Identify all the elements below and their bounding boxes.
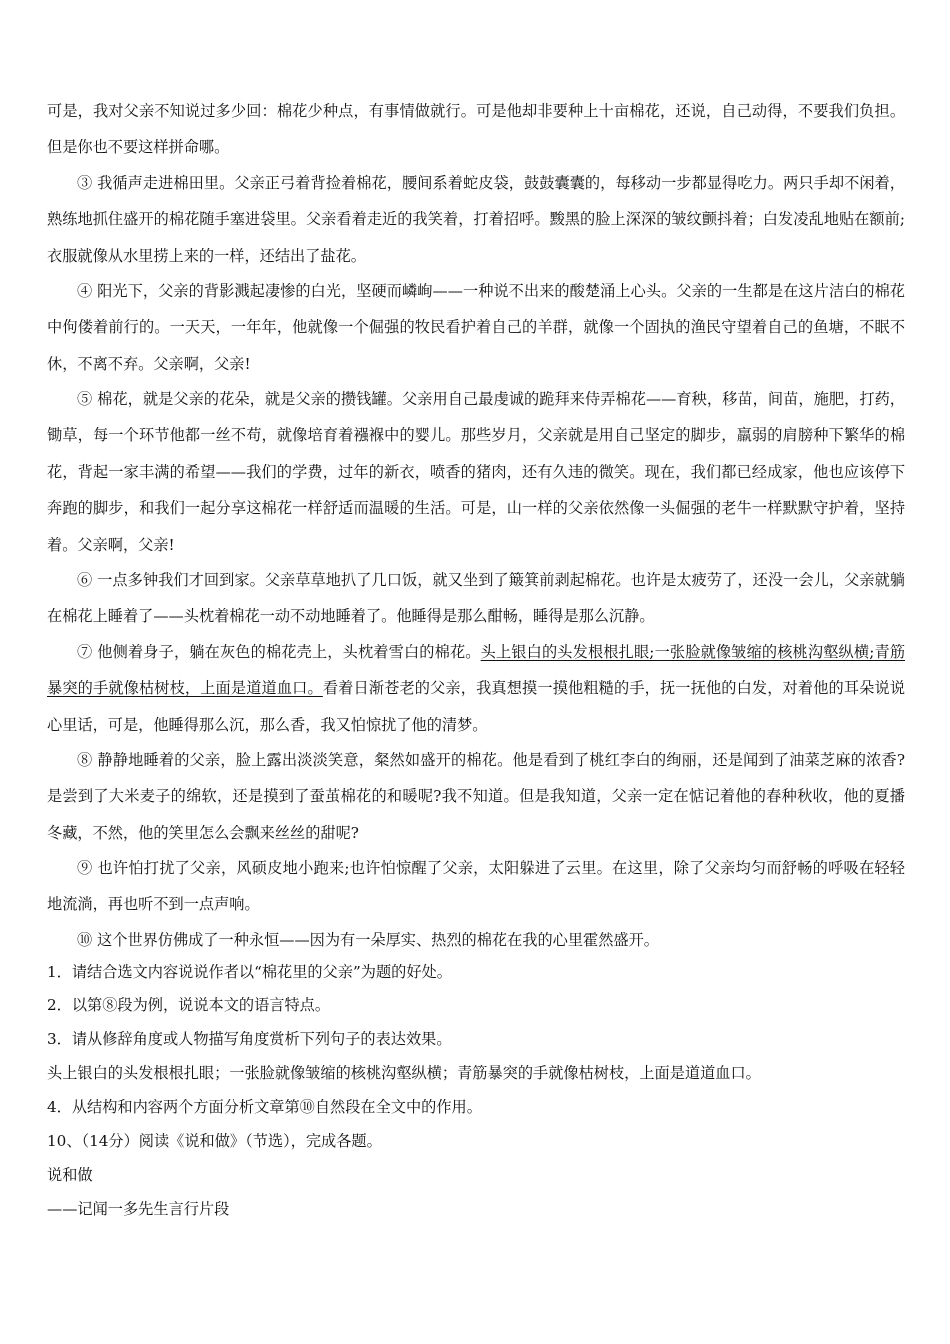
paragraph-10: ⑩ 这个世界仿佛成了一种永恒——因为有一朵厚实、热烈的棉花在我的心里霍然盛开。 [77,931,659,949]
next-section-heading: 10、（14分）阅读《说和做》（节选），完成各题。 [47,1132,382,1150]
paragraph-5: ⑤ 棉花，就是父亲的花朵，就是父亲的攒钱罐。父亲用自己最虔诚的跪拜来侍弄棉花——育秧，移苗，间苗，施肥，打药，锄草，每一个环节他都一丝不苟，就像培育着襁褓中的婴儿。那些岁月，父亲就是用自己坚定的脚步，羸弱的肩膀种下繁华的棉花，背起一家丰满的希望——我们的学费，过年的新衣，喷香的猪肉，还有久违的微笑。现在，我们都已经成家，他也应该停下奔跑的脚步，和我们一起分享这棉花一样舒适而温暖的生活。可是，山一样的父亲依然像一头倔强的老牛一样默默守护着，坚持着。父亲啊，父亲! [47,390,905,554]
next-article-subtitle: ——记闻一多先生言行片段 [47,1200,230,1218]
paragraph-7-tail: 看着日渐苍老的父亲，我真想摸一摸他粗糙的手，抚一抚他的白发，对着他的耳朵说说心里话，可是，他睡得那么沉，那么香，我又怕惊扰了他的清梦。 [47,679,906,734]
paragraph-9: ⑨ 也许怕打扰了父亲，风硕皮地小跑来;也许怕惊醒了父亲，太阳躲进了云里。在这里，除了父亲均匀而舒畅的呼吸在轻轻地流淌，再也听不到一点声响。 [47,859,905,914]
next-article-title: 说和做 [47,1166,93,1184]
question-1: 1．请结合选文内容说说作者以“棉花里的父亲”为题的好处。 [47,963,452,981]
paragraph-continued: 可是，我对父亲不知说过多少回：棉花少种点，有事情做就行。可是他却非要种上十亩棉花，还说，自己动得，不要我们负担。但是你也不要这样拼命哪。 [47,102,905,157]
question-3: 3．请从修辞角度或人物描写角度赏析下列句子的表达效果。 [47,1030,452,1048]
paragraph-7-lead: ⑦ 他侧着身子，躺在灰色的棉花壳上，头枕着雪白的棉花。 [77,643,481,661]
paragraph-4: ④ 阳光下，父亲的背影溅起凄惨的白光，坚硬而嶙峋——一种说不出来的酸楚涌上心头。父亲的一生都是在这片洁白的棉花中佝偻着前行的。一天天，一年年，他就像一个倔强的牧民看护着自己的羊群，就像一个固执的渔民守望着自己的鱼塘，不眠不休，不离不弃。父亲啊，父亲! [47,282,905,373]
paragraph-7 [47,634,905,743]
question-2: 2．以第⑧段为例，说说本文的语言特点。 [47,996,331,1014]
underlined-sentence: 头上银白的头发根根扎眼;一张脸就像皱缩的核桃沟壑纵横;青筋暴突的手就像枯树枝，上面是道道血口。 [47,643,906,698]
question-4: 4．从结构和内容两个方面分析文章第⑩自然段在全文中的作用。 [47,1098,482,1116]
paragraph-6: ⑥ 一点多钟我们才回到家。父亲草草地扒了几口饭，就又坐到了簸箕前剥起棉花。也许是太疲劳了，还没一会儿，父亲就躺在棉花上睡着了——头枕着棉花一动不动地睡着了。他睡得是那么酣畅，睡得是那么沉静。 [47,571,905,626]
paragraph-8: ⑧ 静静地睡着的父亲，脸上露出淡淡笑意，粲然如盛开的棉花。他是看到了桃红李白的绚丽，还是闻到了油菜芝麻的浓香?是尝到了大米麦子的绵软，还是摸到了蚕茧棉花的和暖呢?我不知道。但是我知道，父亲一定在惦记着他的春种秋收，他的夏播冬藏，不然，他的笑里怎么会飘来丝丝的甜呢? [47,751,905,842]
question-3-quote: 头上银白的头发根根扎眼；一张脸就像皱缩的核桃沟壑纵横；青筋暴突的手就像枯树枝，上面是道道血口。 [47,1064,761,1082]
paragraph-3: ③ 我循声走进棉田里。父亲正弓着背捡着棉花，腰间系着蛇皮袋，鼓鼓囊囊的，每移动一步都显得吃力。两只手却不闲着，熟练地抓住盛开的棉花随手塞进袋里。父亲看着走近的我笑着，打着招呼。黢黑的脸上深深的皱纹颤抖着；白发凌乱地贴在额前;衣服就像从水里捞上来的一样，还结出了盐花。 [47,174,905,265]
